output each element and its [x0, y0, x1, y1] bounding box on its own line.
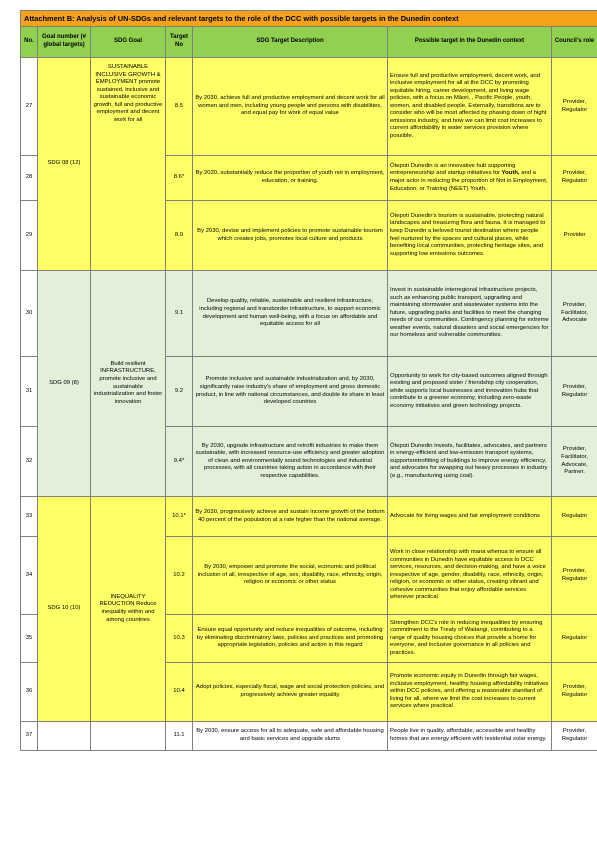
target-number: 9.2: [166, 357, 193, 427]
possible-target: Ensure full and productive employment, decent work, and inclusive employment for all at the DCC by promoting equitable hiring, career development, and living wage policies, with a focus on Māori, , Pacific People, youth, women, and disabled people. Externally, transitions are to consider who will be most affected by phasing down of hight emissions industry, and how we can limit cost increases to current affordability in water services provision where possible.: [388, 58, 552, 156]
possible-target-post: and a major actor in reducing the proportion of Not in Employment, Education, or Training (NEET) Youth.: [390, 170, 548, 192]
possible-target: Ōtepoti Dunedin invests, facilitates, advocates, and partners in energy-efficient and low-emission transport systems, supportsretrofitting of buildings to improve energy efficiency, and advocates for swapping out heavy processes in industry (e.g., manufacturing using coal).: [388, 427, 552, 497]
target-number: 10.4: [166, 663, 193, 722]
sdg-analysis-table: [20, 10, 597, 751]
row-number: 32: [21, 427, 38, 497]
target-description: By 2030, progressively achieve and sustain income growth of the bottom 40 percent of the population at a rate higher than the national average.: [193, 497, 388, 537]
possible-target: Advocate for living wages and fair employment conditions: [388, 497, 552, 537]
target-description: Promote inclusive and sustainable industrialization and, by 2030, significantly raise industry's share of employment and gross domestic product, in line with national circumstances, and double its share in least developed countries: [193, 357, 388, 427]
row-number: 27: [21, 58, 38, 156]
councils-role: Provider, Facilitator, Advocate: [552, 271, 597, 357]
councils-role: Provider, Regulator: [552, 537, 597, 615]
possible-target: [388, 156, 552, 201]
councils-role: Provider, Regulator: [552, 357, 597, 427]
possible-target: Opportunity to work for city-based outcomes aligned through existing and proposed sister / friendship city cooperation, while supports local businesses and innovation hubs that contribute to a greener economy, including zero-waste economy initiatives and green technology projects.: [388, 357, 552, 427]
councils-role: Provider, Regulator: [552, 58, 597, 156]
councils-role: Provider, Regulator: [552, 156, 597, 201]
header-councils-role: Council's role: [552, 27, 597, 58]
target-description: Develop quality, reliable, sustainable and resilient infrastructure, including regional and transborder infrastructure, to support economic development and human well-being, with a focus on affordable and equitable access for all: [193, 271, 388, 357]
target-description: By 2030, ensure access for all to adequate, safe and affordable housing and basic services and upgrade slums: [193, 722, 388, 751]
row-number: 28: [21, 156, 38, 201]
goal-number-sdg08: SDG 08 (12): [38, 58, 91, 271]
possible-target: People live in quality, affordable, accessible and healthy homes that are energy efficient with residential solar energy.: [388, 722, 552, 751]
target-number: 10.2: [166, 537, 193, 615]
header-row: [21, 27, 597, 58]
target-number: 9.1: [166, 271, 193, 357]
sdg-goal-sdg10: INEQUALITY REDUCTION Reduce inequality within and among countries: [91, 497, 166, 722]
target-number: 10.3: [166, 615, 193, 663]
table-row: [21, 497, 597, 537]
target-number: 11.1: [166, 722, 193, 751]
table-row: [21, 271, 597, 357]
row-number: 37: [21, 722, 38, 751]
target-description: Adopt policies, especially fiscal, wage and social protection policies, and progressively achieve greater equality: [193, 663, 388, 722]
row-number: 34: [21, 537, 38, 615]
row-number: 31: [21, 357, 38, 427]
councils-role: Provider, Regulator: [552, 722, 597, 751]
sdg-goal-sdg11: [91, 722, 166, 751]
sdg-goal-sdg09: Build resilient INFRASTRUCTURE, promote inclusive and sustainable industrialization and foster innovation: [91, 271, 166, 497]
table-row: [21, 722, 597, 751]
possible-target: Promote economic equity in Dunedin through fair wages, inclusive employment, healthy housing affordability initiatives within DCC policies, and offering a reasonable standard of living for all, where we limit the cost increases to current services where practical: [388, 663, 552, 722]
target-description: By 2030, devise and implement policies to promote sustainable tourism which creates jobs, promotes local culture and products: [193, 201, 388, 271]
target-description: By 2030, empower and promote the social, economic and political inclusion of all, irrespective of age, sex, disability, race, ethnicity, origin, religion or economic or other status: [193, 537, 388, 615]
target-description: By 2020, substantially reduce the proportion of youth not in employment, education, or training.: [193, 156, 388, 201]
target-description: By 2030, achieve full and productive employment and decent work for all women and men, including young people and persons with disabilities, and equal pay for work of equal value: [193, 58, 388, 156]
header-target-no: Target No: [166, 27, 193, 58]
possible-target: Ōtepoti Dunedin's tourism is sustainable, protecting natural landscapes and treasuring flora and fauna. It is managed to keep Dunedin a beloved tourist destination where people feel nurtured by the spaces and cultural places, while benefiting local communities, protecting heritage sites, and supporting low emissions outcomes.: [388, 201, 552, 271]
possible-target-pre: Ōtepoti Dunedin is an innovative hub supporting entrepreneurship and startup initiatives for: [390, 162, 516, 177]
row-number: 35: [21, 615, 38, 663]
row-number: 30: [21, 271, 38, 357]
row-number: 29: [21, 201, 38, 271]
target-number: 8.6*: [166, 156, 193, 201]
header-possible-target: Possible target in the Dunedin context: [388, 27, 552, 58]
header-goal-number: Goal number (# global targets): [38, 27, 91, 58]
possible-target: Invest in sustainable interregional infrastructure projects, such as enhancing public transport, upgrading and maintaining stormwater and wastewater systems into the future, upgrading parks and facilities to meet the changing needs of our communities. Contingency planning for extreme weather events, natural disasters and social emergencies for our homeless and vulnerable communities.: [388, 271, 552, 357]
councils-role: Provider, Regulator: [552, 663, 597, 722]
sdg-goal-sdg08: SUSTAINABLE INCLUSIVE GROWTH & EMPLOYMENT promote sustained, inclusive and sustainable economic growth, full and productive employment and decent work for all: [91, 58, 166, 271]
councils-role: Provider, Facilitator, Advocate, Partner.: [552, 427, 597, 497]
target-number: 9.4*: [166, 427, 193, 497]
table-title: Attachment B: Analysis of UN-SDGs and relevant targets to the role of the DCC with possible targets in the Dunedin context: [21, 11, 597, 27]
goal-number-sdg09: SDG 09 (8): [38, 271, 91, 497]
councils-role: Regulator: [552, 497, 597, 537]
target-number: 10.1*: [166, 497, 193, 537]
target-number: 8.5: [166, 58, 193, 156]
row-number: 33: [21, 497, 38, 537]
header-target-description: SDG Target Description: [193, 27, 388, 58]
table-row: [21, 58, 597, 156]
target-description: Ensure equal opportunity and reduce inequalities of outcome, including by eliminating discriminatory laws, policies and practices and promoting appropriate legislation, policies and action in this regard: [193, 615, 388, 663]
row-number: 36: [21, 663, 38, 722]
possible-target: Work in close relationship with mana whenua to ensure all communities in Dunedin have equitable access to DCC services, resources, and decision-making, and have a voice irrespective of age, gender, disability, race, ethnicity, origin, religion, or economic or other status, creating vibrant and cohesive communities that enjoy affordable services wherever practical.: [388, 537, 552, 615]
councils-role: Provider: [552, 201, 597, 271]
councils-role: Regulator: [552, 615, 597, 663]
possible-target: Strengthen DCC's role in reducing inequalities by ensuring commitment to the Treaty of Waitangi, contributing to a range of quality housing choices that provide a home for everyone, and inclusive governance in all policies and practices.: [388, 615, 552, 663]
goal-number-sdg11: [38, 722, 91, 751]
target-description: By 2030, upgrade infrastructure and retrofit industries to make them sustainable, with increased resource-use efficiency and greater adoption of clean and environmentally sound technologies and industrial processes, with all countries taking action in accordance with their respective capabilities.: [193, 427, 388, 497]
goal-number-sdg10: SDG 10 (10): [38, 497, 91, 722]
target-number: 8.9: [166, 201, 193, 271]
header-sdg-goal: SDG Goal: [91, 27, 166, 58]
possible-target-bold: Youth,: [501, 170, 520, 177]
header-no: No.: [21, 27, 38, 58]
